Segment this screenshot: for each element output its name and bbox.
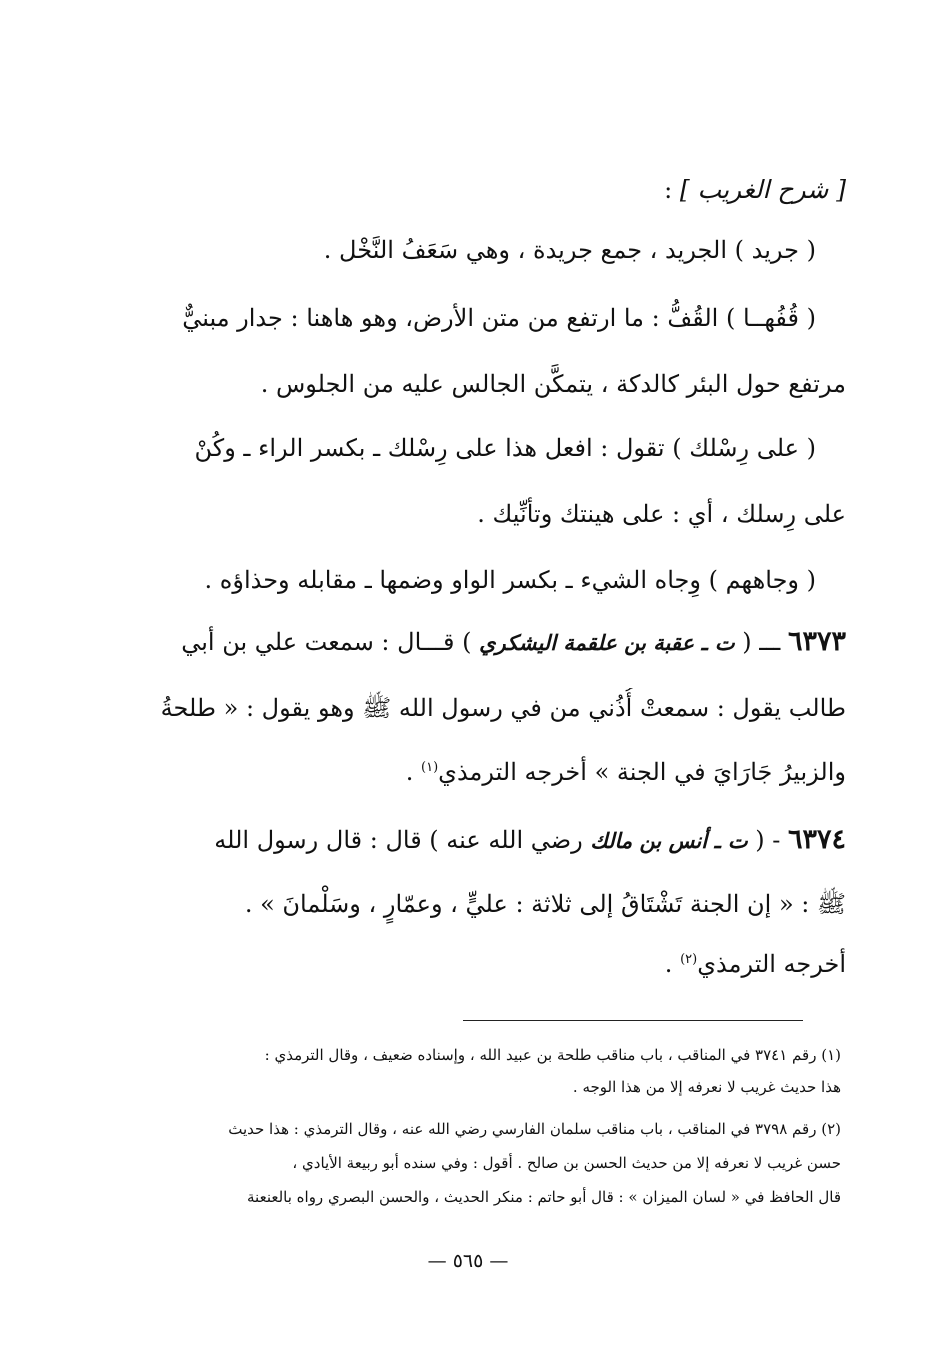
page-number: — ٥٦٥ — — [427, 1250, 509, 1272]
hadith-text: والزبيرُ جَارَايَ في الجنة » أخرجه الترمذي — [438, 758, 846, 786]
gharib-entry-rislik: ( على رِسْلك ) تقول : افعل هذا على رِسْلك ـ بكسر الراء ـ وكُنْ — [194, 434, 816, 462]
hadith-6374-line-1 — [90, 820, 846, 861]
footnote-1-line-1: (١) رقم ٣٧٤١ في المناقب ، باب مناقب طلحة بن عبيد الله ، وإسناده ضعيف ، وقال الترمذي : — [264, 1046, 841, 1064]
footnote-separator — [463, 1020, 803, 1021]
hadith-dash: ـــ ( — [742, 628, 781, 656]
gharib-heading: [ شرح الغريب ] — [679, 175, 846, 204]
footnote-1-line-2: هذا حديث غريب لا نعرفه إلا من هذا الوجه . — [572, 1078, 841, 1096]
hadith-6373-line-3 — [90, 752, 846, 792]
hadith-narrator: ت ـ عقبة بن علقمة اليشكري — [479, 630, 735, 655]
hadith-number: ٦٣٧٤ — [787, 824, 846, 855]
gharib-entry-quffuha-cont: مرتفع حول البئر كالدكة ، يتمكَّن الجالس عليه من الجلوس . — [260, 370, 846, 398]
hadith-6373-line-1 — [90, 622, 846, 663]
hadith-6373-line-2: طالب يقول : سمعتْ أُذُني من في رسول الله ﷺ وهو يقول : « طلحةُ — [160, 694, 846, 722]
footnote-ref: (٢) — [680, 952, 698, 967]
footnote-ref: (١) — [421, 760, 439, 775]
hadith-text: أخرجه الترمذي — [697, 950, 846, 978]
hadith-text: ) قـــال : سمعت علي بن أبي — [181, 628, 472, 656]
gharib-entry-jarid: ( جريد ) الجريد ، جمع جريدة ، وهي سَعَفُ النَّخْل . — [323, 236, 816, 264]
footnote-2-line-2: حسن غريب لا نعرفه إلا من حديث الحسن بن صالح . أقول : وفي سنده أبو ربيعة الأيادي ، — [292, 1154, 841, 1172]
gharib-heading-line — [90, 170, 846, 210]
footnote-2-line-1: (٢) رقم ٣٧٩٨ في المناقب ، باب مناقب سلمان الفارسي رضي الله عنه ، وقال الترمذي : هذا حديث — [228, 1120, 841, 1138]
hadith-end: . — [664, 950, 673, 978]
hadith-6374-line-2: ﷺ : « إن الجنة تَشْتَاقُ إلى ثلاثة : عليٍّ ، وعمّارٍ ، وسَلْمانَ » . — [244, 890, 846, 918]
gharib-heading-colon: : — [664, 176, 673, 204]
hadith-narrator: ت ـ أنس بن مالك — [590, 828, 748, 853]
hadith-6374-line-3 — [90, 944, 846, 984]
footnote-2-line-3: قال الحافظ في « لسان الميزان » : قال أبو حاتم : منكر الحديث ، والحسن البصري رواه بالعنعنة — [247, 1188, 841, 1206]
gharib-entry-wijahahum: ( وجاههم ) وِجاه الشيء ـ بكسر الواو وضمها ـ مقابله وحذاؤه . — [204, 566, 816, 594]
hadith-number: ٦٣٧٣ — [787, 626, 846, 657]
hadith-end: . — [405, 758, 414, 786]
gharib-entry-quffuha: ( قُفُهــا ) القُفُّ : ما ارتفع من متن الأرض، وهو هاهنا : جدار مبنيٌّ — [182, 304, 816, 332]
hadith-text: رضي الله عنه ) قال : قال رسول الله — [214, 826, 583, 854]
gharib-entry-rislik-cont: على رِسلك ، أي : على هينتك وتأنِّيك . — [477, 500, 846, 528]
hadith-dash: - ( — [755, 826, 781, 854]
